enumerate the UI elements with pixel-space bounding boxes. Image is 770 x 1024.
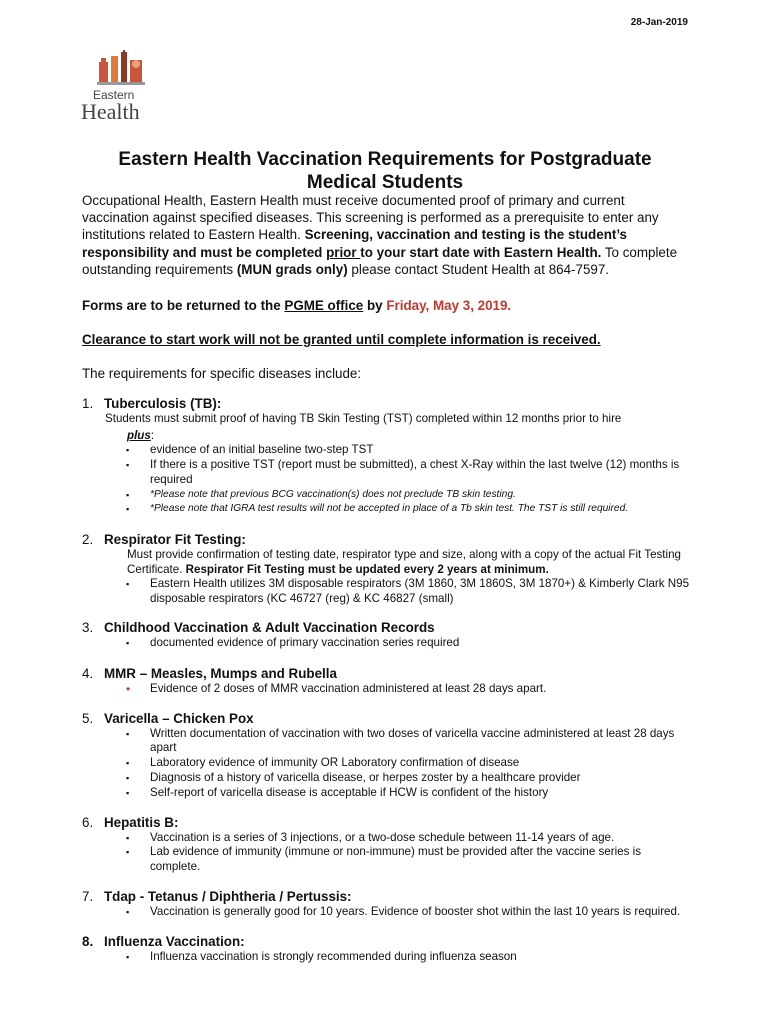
list-item: ▪ documented evidence of primary vaccination series required	[82, 636, 694, 651]
section-tdap	[82, 888, 694, 920]
logo-text-health: Health	[81, 99, 140, 124]
list-item: ▪ If there is a positive TST (report must be submitted), a chest X-Ray within the last twelve (12) months is required	[82, 458, 694, 488]
section-number: 6.	[82, 814, 94, 830]
plus-label: plus	[127, 428, 151, 442]
page-title	[85, 148, 685, 194]
title-line-2: Medical Students	[306, 172, 464, 193]
eastern-health-logo	[80, 50, 162, 122]
intro-paragraph	[82, 192, 694, 278]
list-item: ▪ Eastern Health utilizes 3M disposable respirators (3M 1860, 3M 1860S, 3M 1870+) & Kimberly Clark N95 disposable respirators (KC 46727 (reg) & KC 46827 (small)	[82, 577, 694, 607]
list-item: ▪ Vaccination is generally good for 10 years. Evidence of booster shot within the last 10 years is required.	[82, 905, 694, 920]
list-item: ▪ *Please note that IGRA test results will not be accepted in place of a Tb skin test. The TST is still required.	[82, 502, 694, 517]
list-item: ▪ Lab evidence of immunity (immune or non-immune) must be provided after the vaccine series is complete.	[82, 845, 694, 875]
section-hepatitis-b	[82, 814, 694, 875]
section-title: Hepatitis B:	[104, 814, 179, 830]
list-item: ▪ Self-report of varicella disease is acceptable if HCW is confident of the history	[82, 786, 694, 801]
section-childhood	[82, 619, 694, 651]
list-item: ▪ evidence of an initial baseline two-step TST	[82, 443, 694, 458]
forms-return-notice	[82, 298, 694, 313]
section-number: 4.	[82, 665, 94, 681]
section-respirator	[82, 531, 694, 607]
section-title: Respirator Fit Testing:	[104, 532, 246, 548]
intro-text-3: please contact Student Health at 864-7597.	[347, 261, 610, 277]
title-line-1: Eastern Health Vaccination Requirements for Postgraduate	[118, 149, 652, 170]
section-title: Tuberculosis (TB):	[104, 396, 222, 412]
section-title: Varicella – Chicken Pox	[104, 710, 254, 726]
clearance-notice: Clearance to start work will not be granted until complete information is received.	[82, 332, 601, 348]
resp-desc-bold: Respirator Fit Testing must be updated every 2 years at minimum.	[185, 562, 549, 576]
document-body	[82, 192, 694, 965]
section-influenza	[82, 933, 694, 965]
section-number: 3.	[82, 619, 94, 635]
list-item: ▪ Influenza vaccination is strongly recommended during influenza season	[82, 950, 694, 965]
intro-bold-2: to your start date with Eastern Health.	[360, 244, 602, 260]
section-number: 7.	[82, 888, 94, 904]
list-item: ▪ Diagnosis of a history of varicella disease, or herpes zoster by a healthcare provider	[82, 771, 694, 786]
forms-text-b: by	[363, 298, 387, 314]
intro-text-2: To complete outstanding requirements	[82, 244, 678, 277]
hep-list	[82, 831, 694, 875]
list-item: ▪ Vaccination is a series of 3 injections, or a two-dose schedule between 11-14 years of age.	[82, 831, 694, 846]
intro-mun-grads: (MUN grads only)	[236, 261, 348, 277]
intro-bold-1: Screening, vaccination and testing is the student’s responsibility and must be completed	[82, 227, 627, 260]
logo-text-eastern: Eastern	[93, 88, 135, 102]
section-title: Influenza Vaccination:	[104, 933, 245, 949]
child-list	[82, 636, 694, 651]
document-date: 28-Jan-2019	[630, 17, 688, 28]
var-list	[82, 727, 694, 801]
resp-desc: Must provide confirmation of testing date, respirator type and size, along with a copy of the actual Fit Testing Certificate.	[127, 548, 682, 576]
requirements-intro: The requirements for specific diseases include:	[82, 366, 362, 382]
intro-text: Occupational Health, Eastern Health must receive documented proof of primary and current vaccination against specified diseases. This screening is performed as a prerequisite to enter any institutions related to Eastern Health.	[82, 193, 659, 243]
forms-deadline: Friday, May 3, 2019.	[386, 298, 512, 314]
section-title: Childhood Vaccination & Adult Vaccination Records	[104, 619, 435, 635]
section-number: 2.	[82, 532, 94, 548]
logo-emblem-icon	[97, 50, 145, 88]
mmr-list	[82, 682, 694, 697]
list-item: • Evidence of 2 doses of MMR vaccination administered at least 28 days apart.	[82, 682, 694, 697]
section-title: MMR – Measles, Mumps and Rubella	[104, 665, 337, 681]
section-description: Students must submit proof of having TB Skin Testing (TST) completed within 12 months prior to hire	[105, 412, 622, 426]
list-item: ▪ Laboratory evidence of immunity OR Laboratory confirmation of disease	[82, 756, 694, 771]
forms-office: PGME office	[284, 298, 364, 314]
section-number: 5.	[82, 710, 94, 726]
section-tuberculosis: 1. Tuberculosis (TB): Students must submit proof of having TB Skin Testing (TST) completed within 12 months prior to hire plus: ▪ evidence of an initial baseline two-step TST ▪ If there is a positive TST (report must be submitted), a chest X-Ray within the last twelve (12) months is required ▪ *Please note that previous BCG vaccination(s) does not preclude TB skin testing. ▪ *Please note that IGRA test results will not be accepted in place of a Tb skin test. The TST is still required.	[82, 395, 694, 517]
section-number: 1.	[82, 396, 94, 412]
section-description	[127, 548, 694, 577]
section-number: 8.	[82, 933, 94, 949]
resp-list	[82, 577, 694, 607]
tdap-list	[82, 905, 694, 920]
forms-text-a: Forms are to be returned to the	[82, 298, 285, 314]
list-item: ▪ Written documentation of vaccination with two doses of varicella vaccine administered at least 28 days apart	[82, 727, 694, 757]
flu-list	[82, 950, 694, 965]
tb-list	[82, 443, 694, 517]
section-title: Tdap - Tetanus / Diphtheria / Pertussis:	[104, 888, 352, 904]
list-item: ▪ *Please note that previous BCG vaccination(s) does not preclude TB skin testing.	[82, 488, 694, 503]
section-mmr	[82, 665, 694, 697]
section-varicella	[82, 710, 694, 801]
intro-prior: prior	[326, 244, 361, 260]
